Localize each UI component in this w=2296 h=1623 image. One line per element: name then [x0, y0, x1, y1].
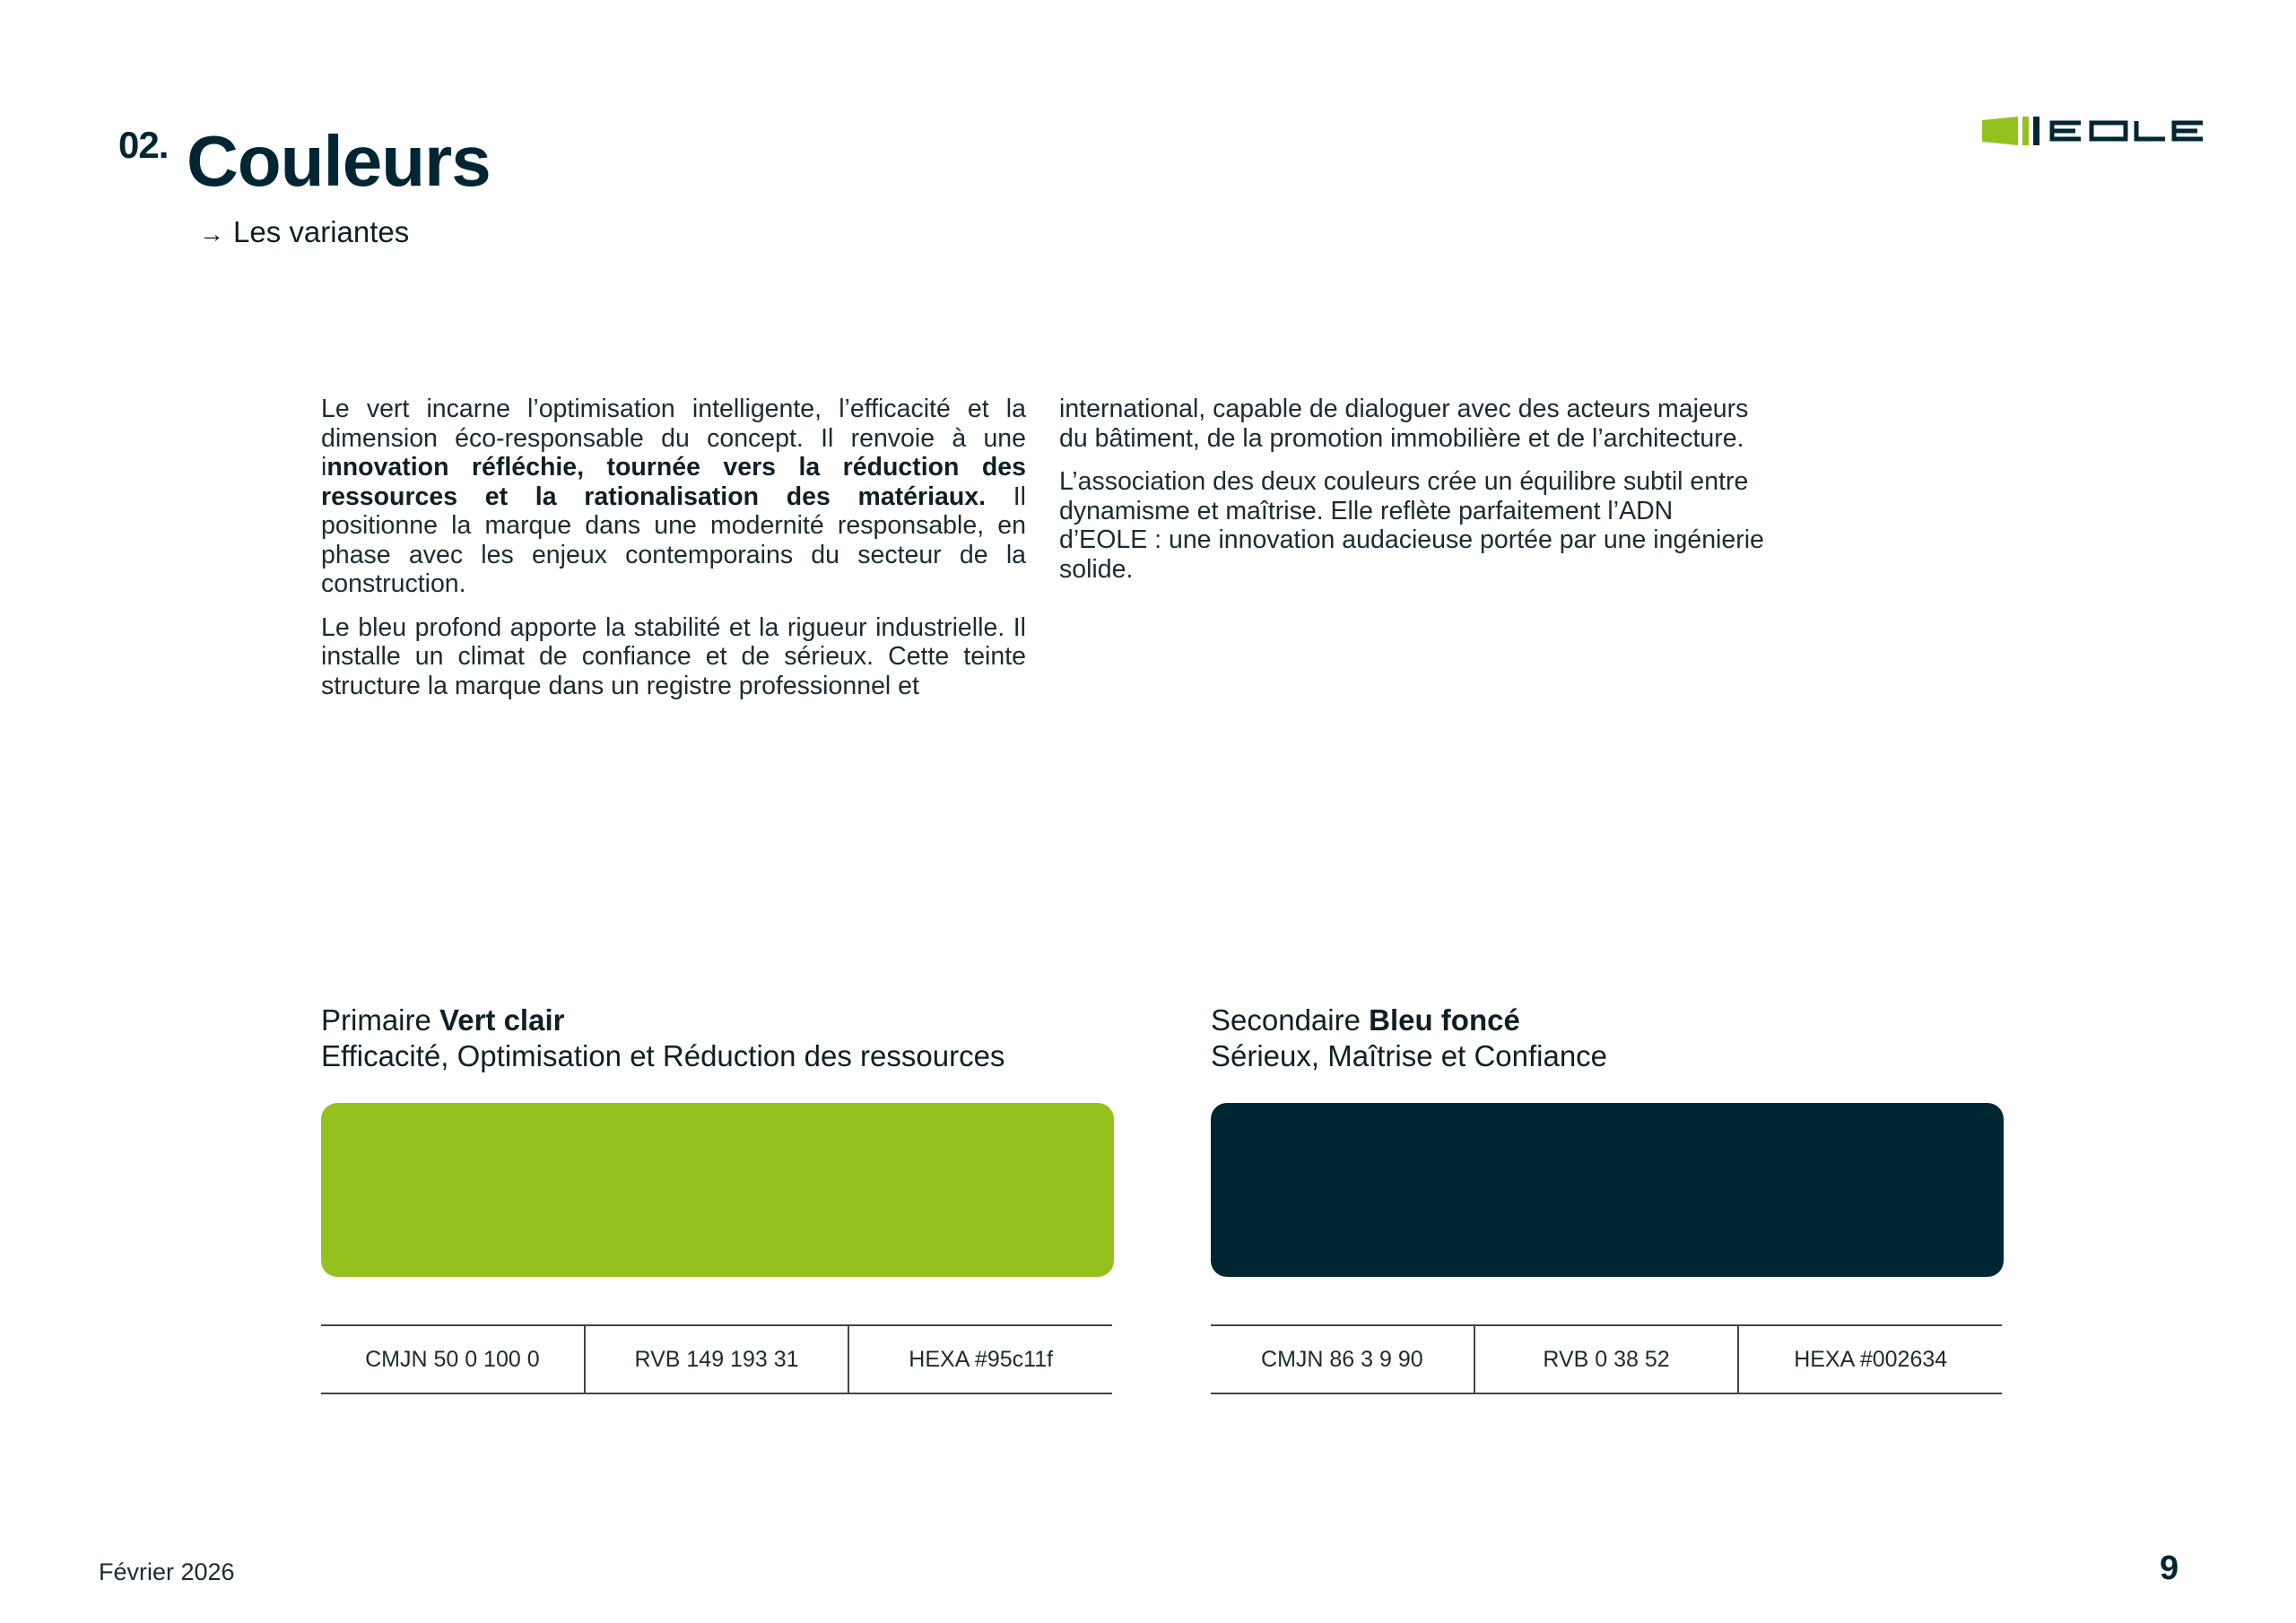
color-values-primary — [321, 1324, 1112, 1394]
color-swatch-dark-blue — [1211, 1103, 2004, 1277]
eole-logo — [1982, 115, 2206, 147]
palette-label-primary: Primaire Vert clair Efficacité, Optimisation et Réduction des ressources — [321, 1003, 1005, 1072]
section-number: 02. — [118, 124, 169, 166]
arrow-right-icon: → — [199, 220, 224, 247]
subtitle-label: Les variantes — [233, 215, 410, 248]
palette-label-secondary: Secondaire Bleu foncé Sérieux, Maîtrise et Confiance — [1211, 1003, 1608, 1072]
page-number: 9 — [2160, 1549, 2179, 1587]
intro-column-left — [321, 395, 1026, 715]
color-values-secondary — [1211, 1324, 2002, 1394]
intro-paragraph: L’association des deux couleurs crée un équilibre subtil entre dynamisme et maîtrise. Elle reflète parfaitement l’ADN d’EOLE : une innovation audacieuse portée par une ingénierie solide. — [1059, 467, 1764, 584]
intro-paragraph: Le bleu profond apporte la stabilité et la rigueur industrielle. Il installe un climat de confiance et de sérieux. Cette teinte structure la marque dans un registre professionnel et — [321, 612, 1026, 700]
page-title: Couleurs — [187, 121, 491, 201]
color-swatch-green — [321, 1103, 1114, 1277]
cmjn-value: CMJN 50 0 100 0 — [365, 1346, 540, 1372]
rvb-value: RVB 0 38 52 — [1474, 1326, 1738, 1393]
hexa-value: HEXA #95c11f — [848, 1326, 1112, 1393]
footer-date: Février 2026 — [99, 1558, 235, 1585]
intro-column-right — [1059, 395, 1768, 598]
rvb-value: RVB 149 193 31 — [584, 1326, 848, 1393]
hexa-value: HEXA #002634 — [1737, 1326, 2002, 1393]
subtitle — [199, 215, 409, 249]
cmjn-value: CMJN 86 3 9 90 — [1261, 1346, 1423, 1372]
intro-paragraph: international, capable de dialoguer avec des acteurs majeurs du bâtiment, de la promotion immobilière et de l’architecture. — [1059, 395, 1749, 453]
intro-paragraph: Le vert incarne l’optimisation intelligente, l’efficacité et la dimension éco-responsable du concept. Il renvoie à une innovation réfléchie, tournée vers la réduction des ressources et la rationalisation des matériaux. Il positionne la marque dans une modernité responsable, en phase avec les enjeux contemporains du secteur de la construction. — [321, 395, 1027, 598]
